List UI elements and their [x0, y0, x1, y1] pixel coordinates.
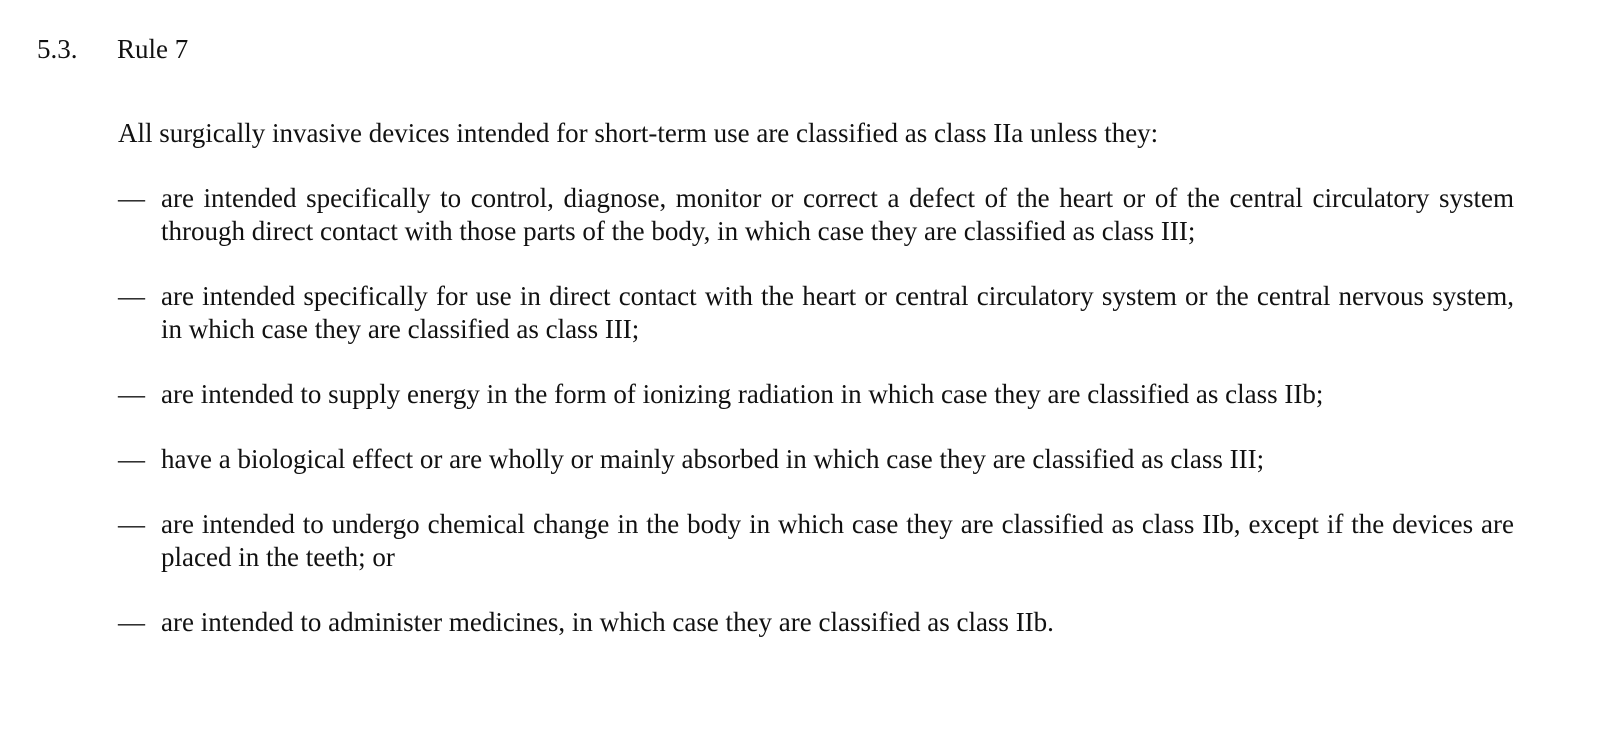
section-number: 5.3. [37, 34, 78, 64]
rule-list [118, 182, 1514, 671]
list-item [118, 182, 1514, 248]
list-item [118, 443, 1514, 476]
list-item-text: are intended to undergo chemical change in the body in which case they are classified as class IIb, except if the devices are placed in the teeth; or [161, 509, 1514, 572]
dash-bullet: — [118, 509, 145, 539]
dash-bullet: — [118, 183, 145, 213]
section-title: Rule 7 [117, 34, 189, 64]
list-item-text: are intended specifically for use in direct contact with the heart or central circulatory system or the central nervous system, in which case they are classified as class III; [161, 281, 1514, 344]
dash-bullet: — [118, 281, 145, 311]
dash-bullet: — [118, 379, 145, 409]
intro-paragraph: All surgically invasive devices intended for short-term use are classified as class IIa unless they: [118, 118, 1159, 148]
list-item-text: are intended to supply energy in the form of ionizing radiation in which case they are classified as class IIb; [161, 379, 1324, 409]
dash-bullet: — [118, 607, 145, 637]
list-item-text: are intended specifically to control, diagnose, monitor or correct a defect of the heart or of the central circulatory system through direct contact with those parts of the body, in which case they are classified as class III; [161, 183, 1514, 246]
list-item [118, 508, 1514, 574]
list-item [118, 280, 1514, 346]
dash-bullet: — [118, 444, 145, 474]
list-item [118, 378, 1514, 411]
list-item [118, 606, 1514, 639]
list-item-text: have a biological effect or are wholly or mainly absorbed in which case they are classified as class III; [161, 444, 1265, 474]
list-item-text: are intended to administer medicines, in which case they are classified as class IIb. [161, 607, 1054, 637]
